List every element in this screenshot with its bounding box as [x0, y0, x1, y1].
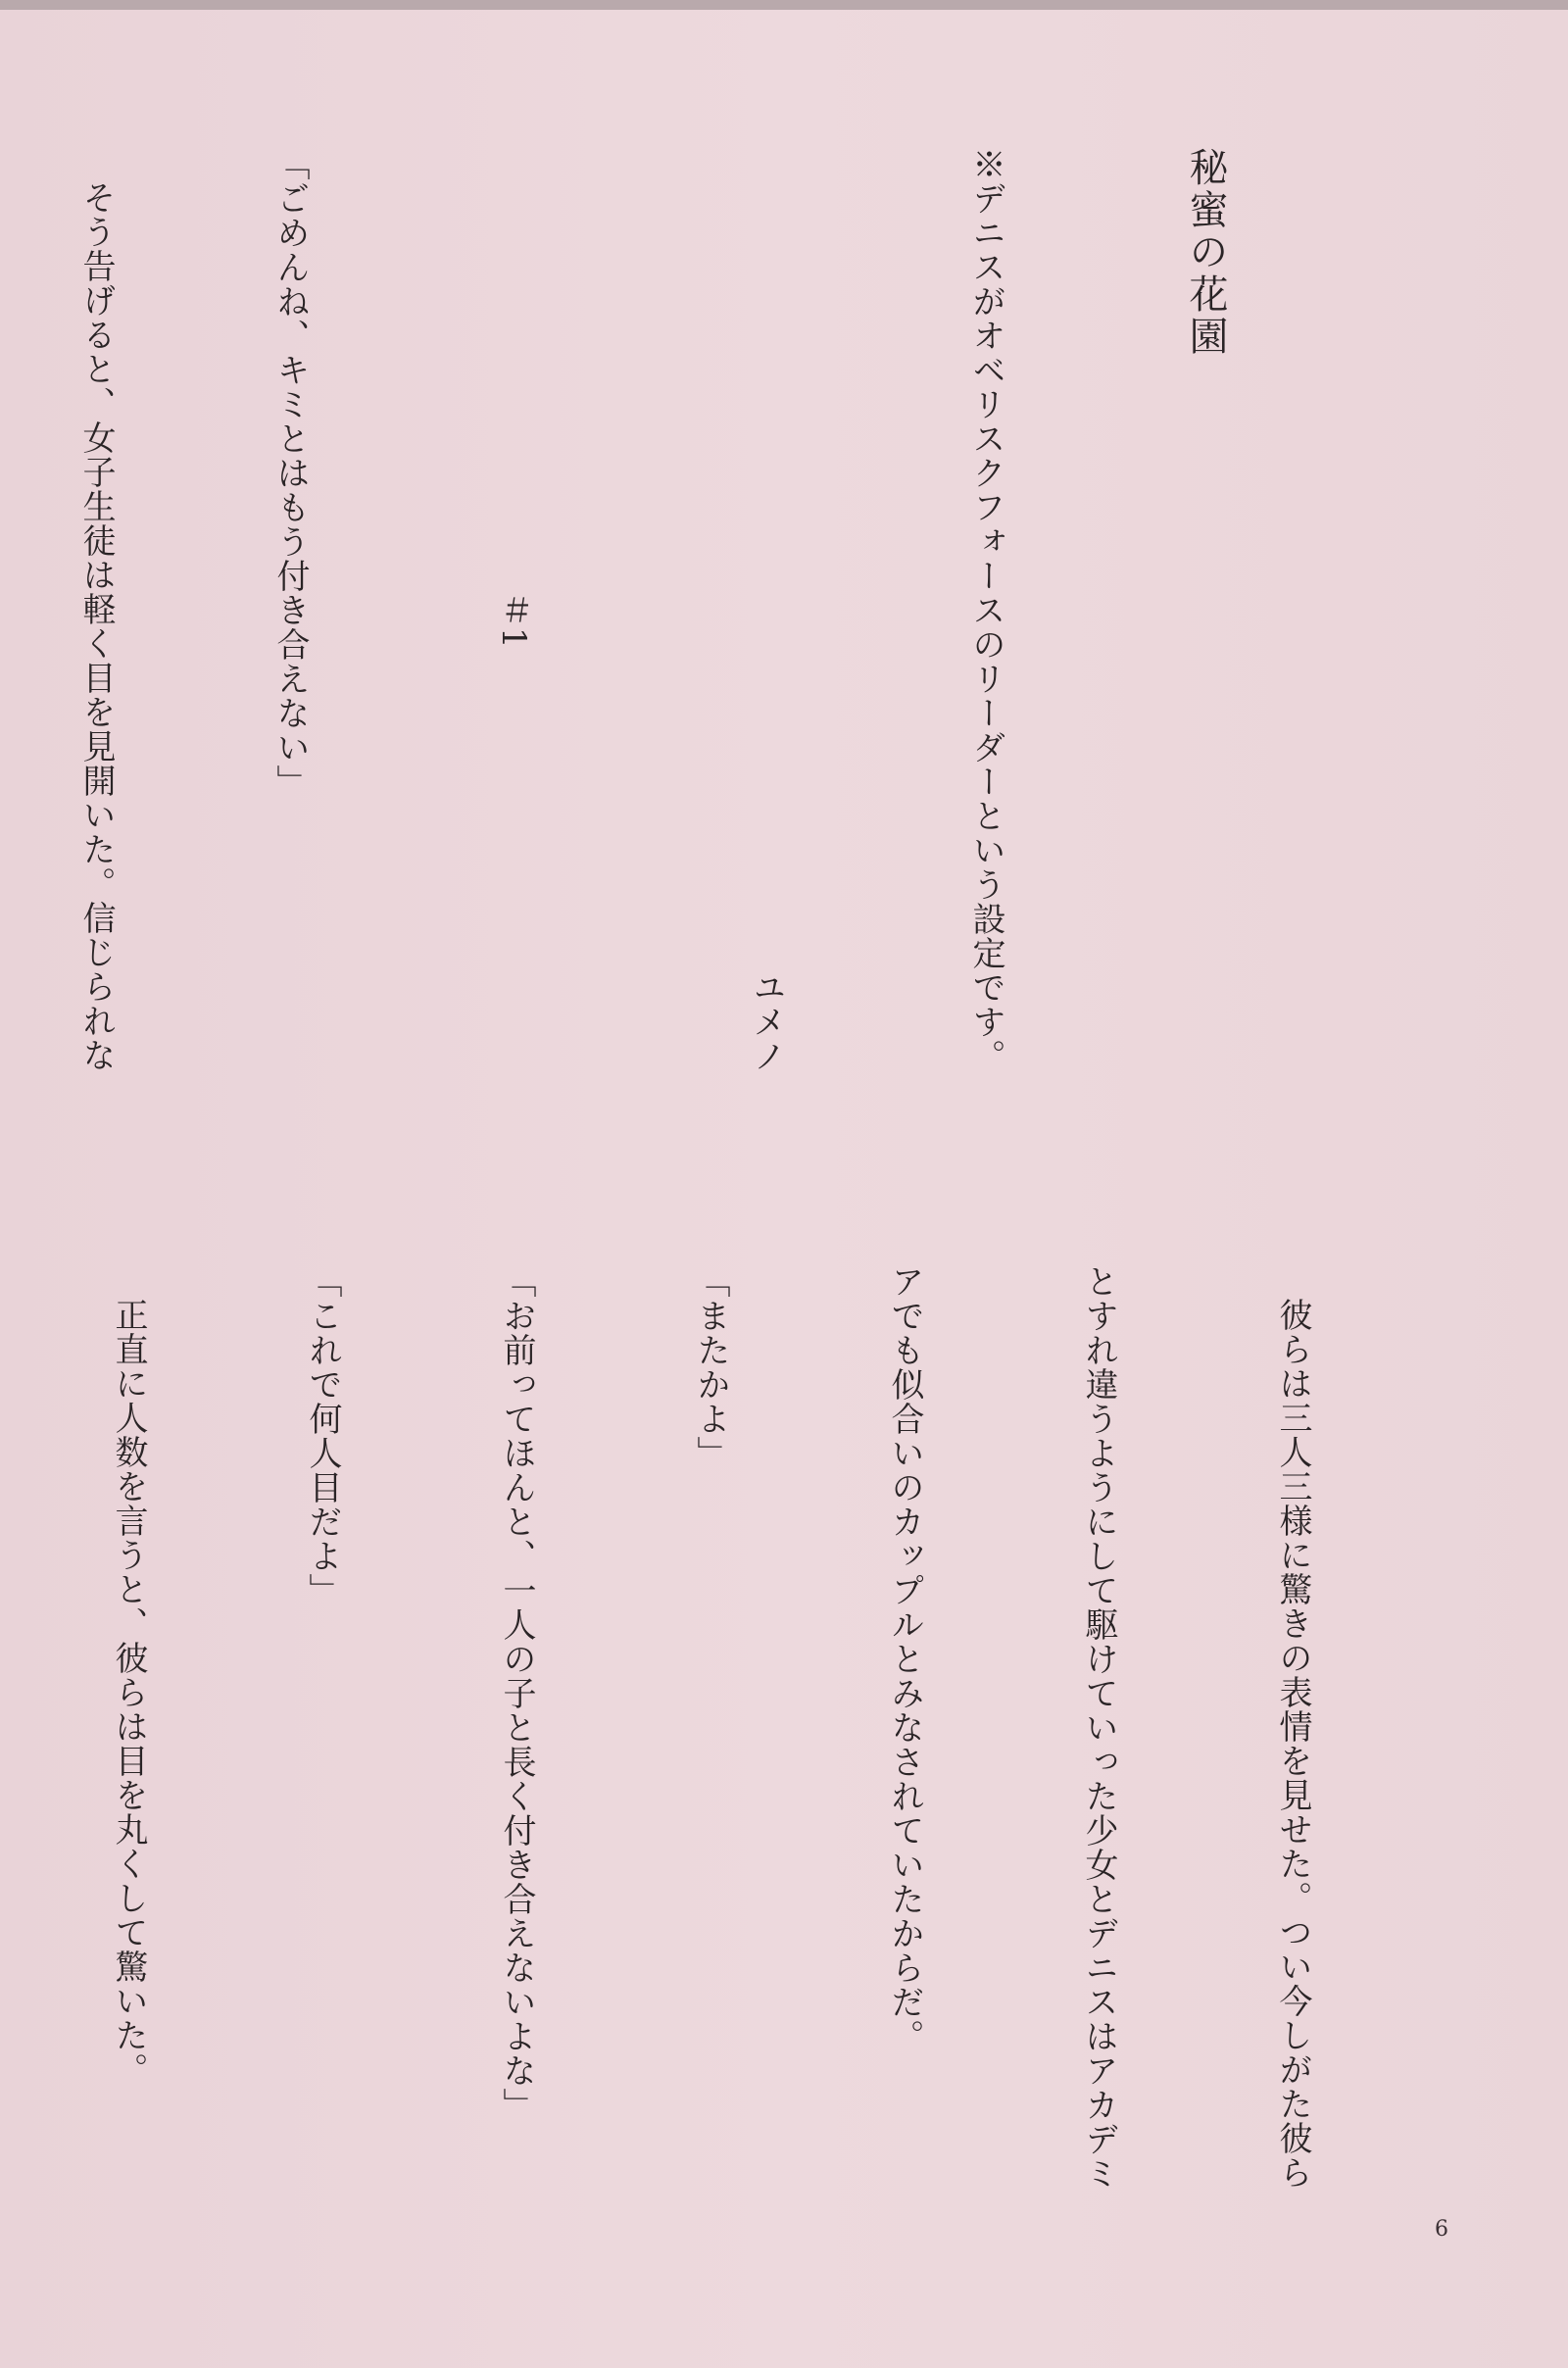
story-title: 秘蜜の花園: [1183, 147, 1228, 358]
text-line: アでも似合いのカップルとみなされていたからだ。: [885, 1264, 924, 2053]
text-line: 彼らは三人三様に驚きの表情を見せた。つい今しがた彼ら: [1273, 1298, 1312, 2190]
text-line: 「ごめんね、キミとはもう付き合えない」: [270, 147, 310, 799]
text-line: そう告げると、女子生徒は軽く目を見開いた。信じられな: [76, 180, 116, 1072]
lower-text-block: [109, 1264, 1454, 2195]
text-line: 正直に人数を言うと、彼らは目を丸くして驚いた。: [109, 1298, 148, 2087]
text-line: 「またかよ」: [691, 1264, 730, 1470]
section-heading: ＃1: [494, 593, 533, 650]
page-number: 6: [1435, 2217, 1448, 2242]
upper-text-block: [76, 147, 1367, 1127]
author-name: ユメノ: [747, 970, 786, 1073]
text-line: とすれ違うようにして駆けていった少女とデニスはアカデミ: [1079, 1264, 1118, 2191]
text-line: 「これで何人目だよ」: [303, 1264, 342, 1607]
text-line: 「お前ってほんと、一人の子と長く付き合えないよな」: [497, 1264, 536, 2122]
setting-note: ※デニスがオベリスクフォースのリーダーという設定です。: [966, 147, 1005, 1073]
scan-top-edge: [0, 0, 1568, 10]
